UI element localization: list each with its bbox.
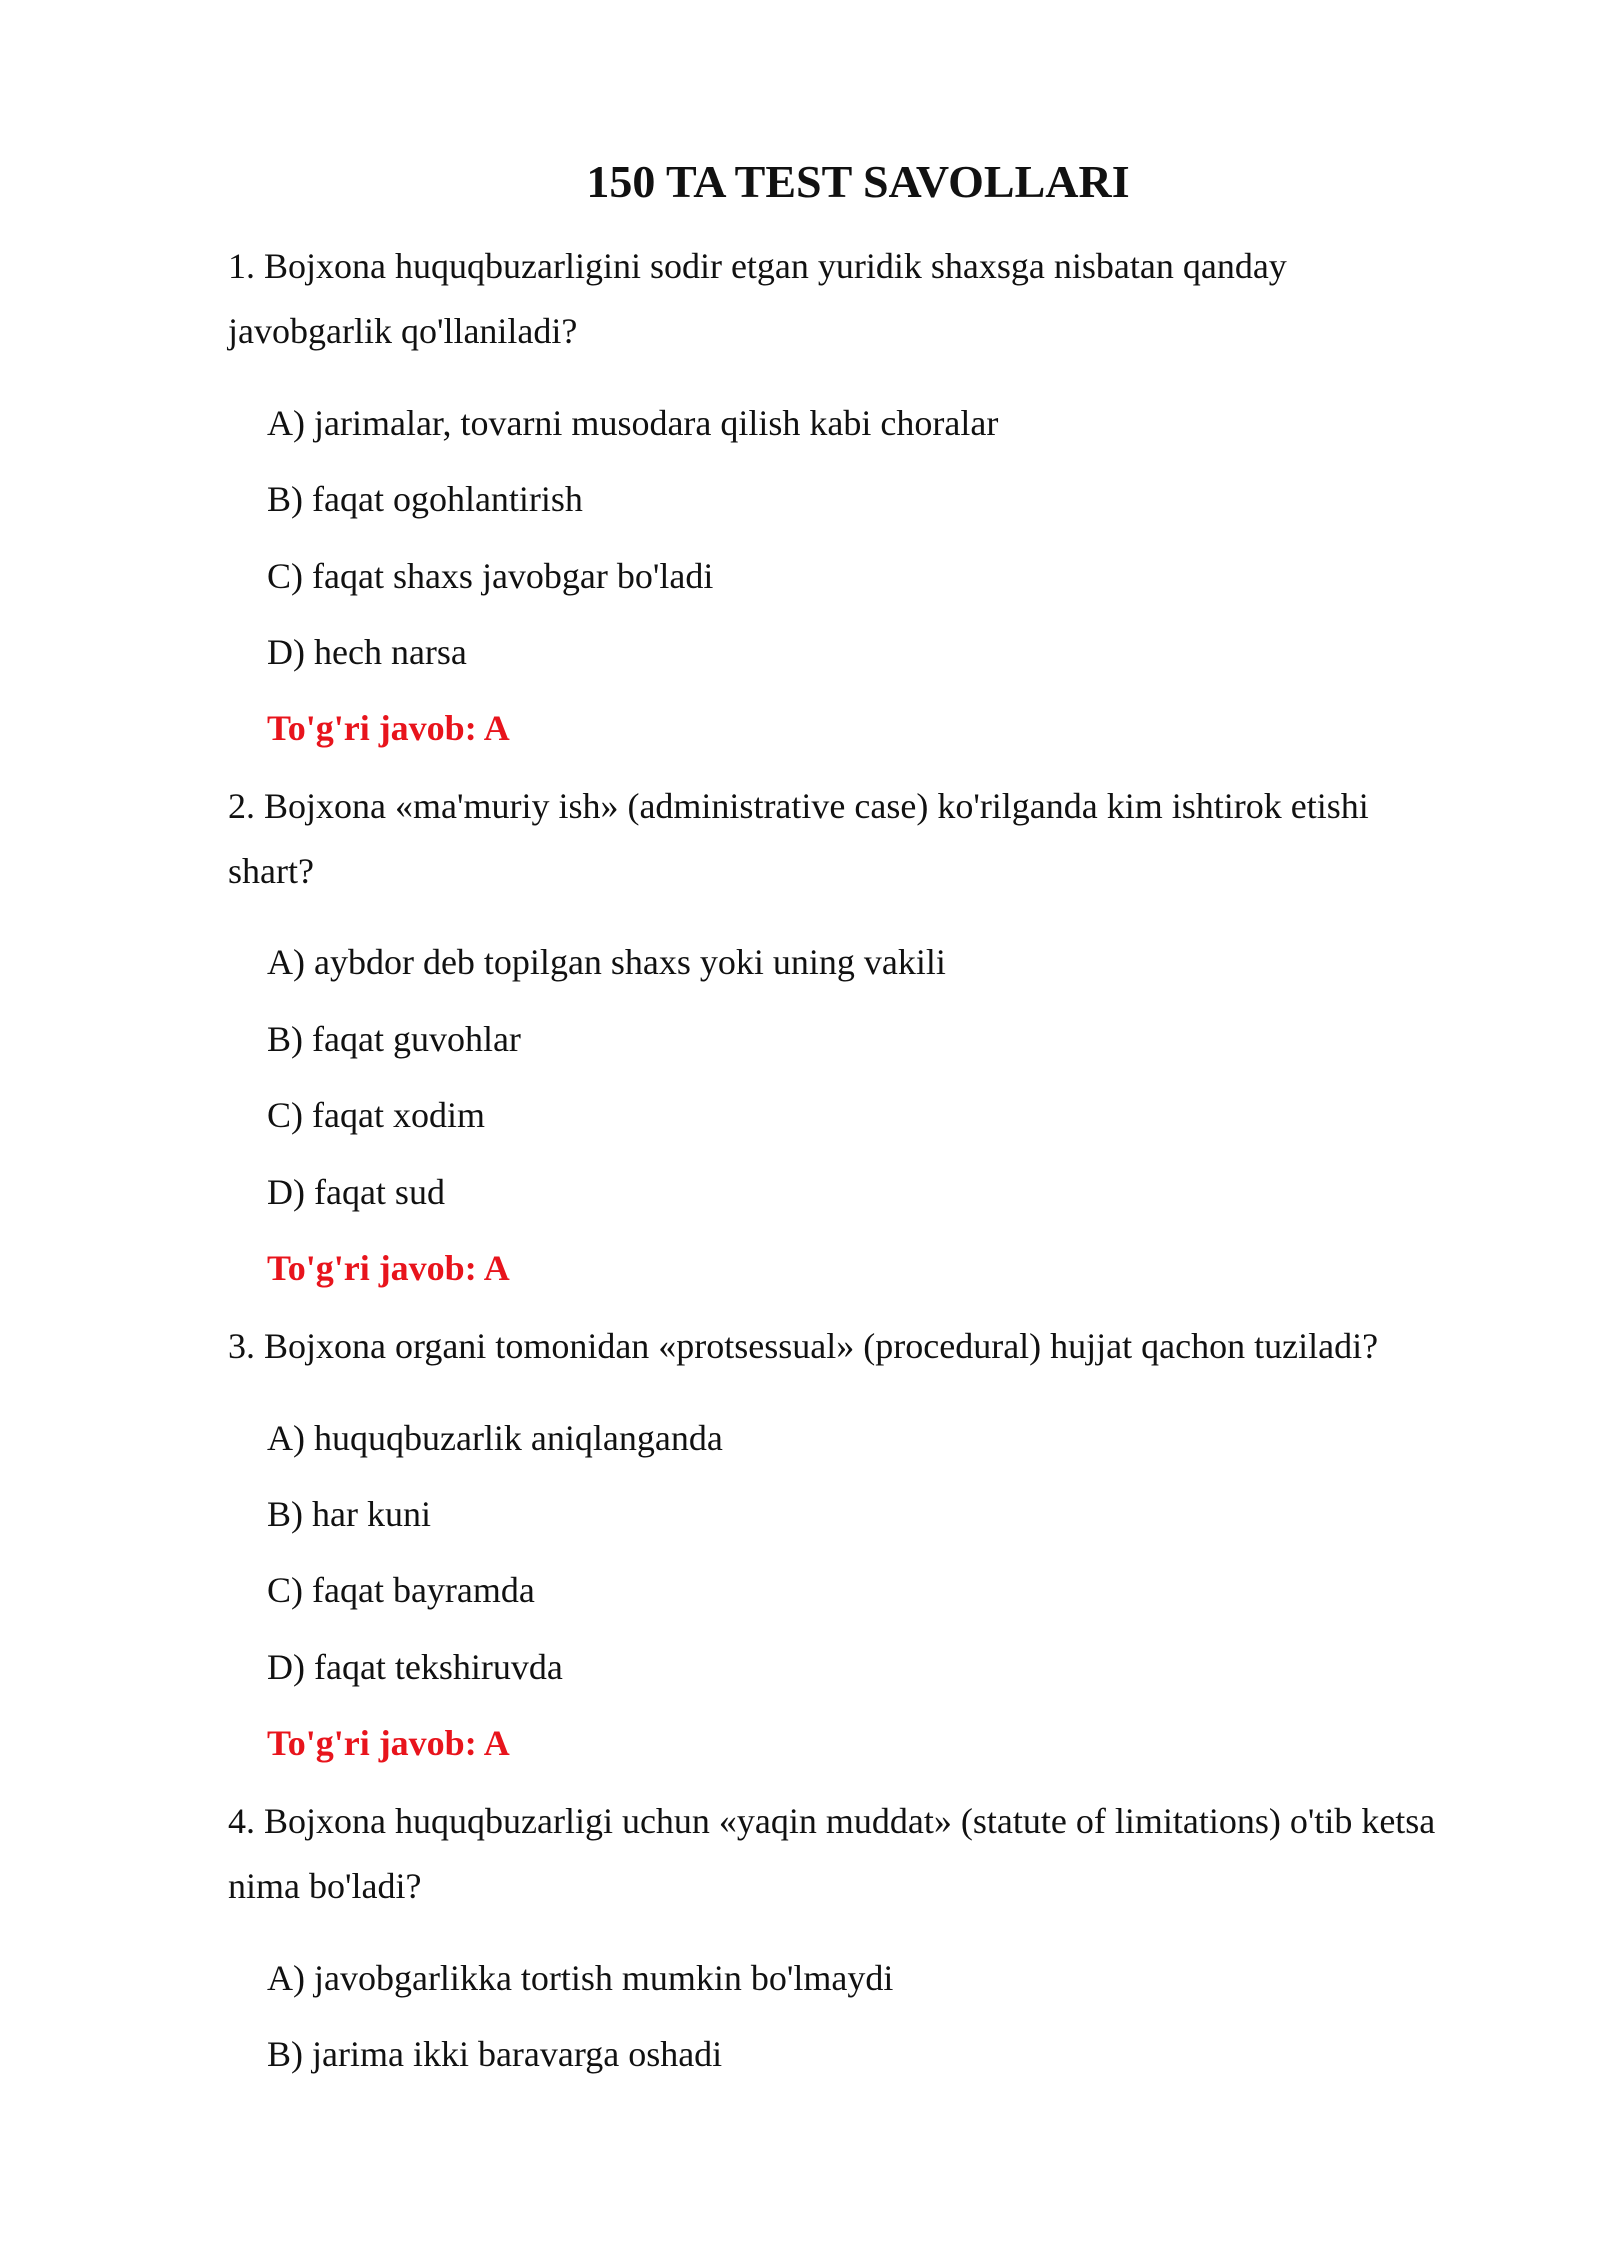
question-3-option-d: D) faqat tekshiruvda bbox=[267, 1647, 563, 1687]
question-2-correct-answer: To'g'ri javob: A bbox=[267, 1248, 510, 1288]
question-2-text: 2. Bojxona «ma'muriy ish» (administrative case) ko'rilganda kim ishtirok etishi shart? bbox=[228, 786, 1369, 891]
question-1-option-a: A) jarimalar, tovarni musodara qilish kabi choralar bbox=[267, 403, 999, 443]
page-title: 150 TA TEST SAVOLLARI bbox=[586, 156, 1130, 207]
question-1-option-c: C) faqat shaxs javobgar bo'ladi bbox=[267, 556, 714, 596]
question-4-option-b: B) jarima ikki baravarga oshadi bbox=[267, 2034, 723, 2074]
question-3-text: 3. Bojxona organi tomonidan «protsessual» (procedural) hujjat qachon tuziladi? bbox=[228, 1326, 1379, 1366]
question-1-option-b: B) faqat ogohlantirish bbox=[267, 479, 583, 519]
question-1-option-d: D) hech narsa bbox=[267, 632, 467, 672]
question-2-option-c: C) faqat xodim bbox=[267, 1095, 485, 1135]
question-2-option-d: D) faqat sud bbox=[267, 1172, 445, 1212]
question-2-option-a: A) aybdor deb topilgan shaxs yoki uning vakili bbox=[267, 942, 946, 982]
question-3-correct-answer: To'g'ri javob: A bbox=[267, 1723, 510, 1763]
question-2-option-b: B) faqat guvohlar bbox=[267, 1019, 521, 1059]
question-3-option-b: B) har kuni bbox=[267, 1494, 431, 1534]
question-3-option-c: C) faqat bayramda bbox=[267, 1570, 535, 1610]
question-4-option-a: A) javobgarlikka tortish mumkin bo'lmaydi bbox=[267, 1958, 894, 1998]
question-1-correct-answer: To'g'ri javob: A bbox=[267, 708, 510, 748]
question-1-text: 1. Bojxona huquqbuzarligini sodir etgan yuridik shaxsga nisbatan qanday javobgarlik qo'llaniladi? bbox=[228, 246, 1287, 351]
question-3-option-a: A) huquqbuzarlik aniqlanganda bbox=[267, 1418, 723, 1458]
question-4-text: 4. Bojxona huquqbuzarligi uchun «yaqin muddat» (statute of limitations) o'tib ketsa nima bo'ladi? bbox=[228, 1801, 1436, 1906]
